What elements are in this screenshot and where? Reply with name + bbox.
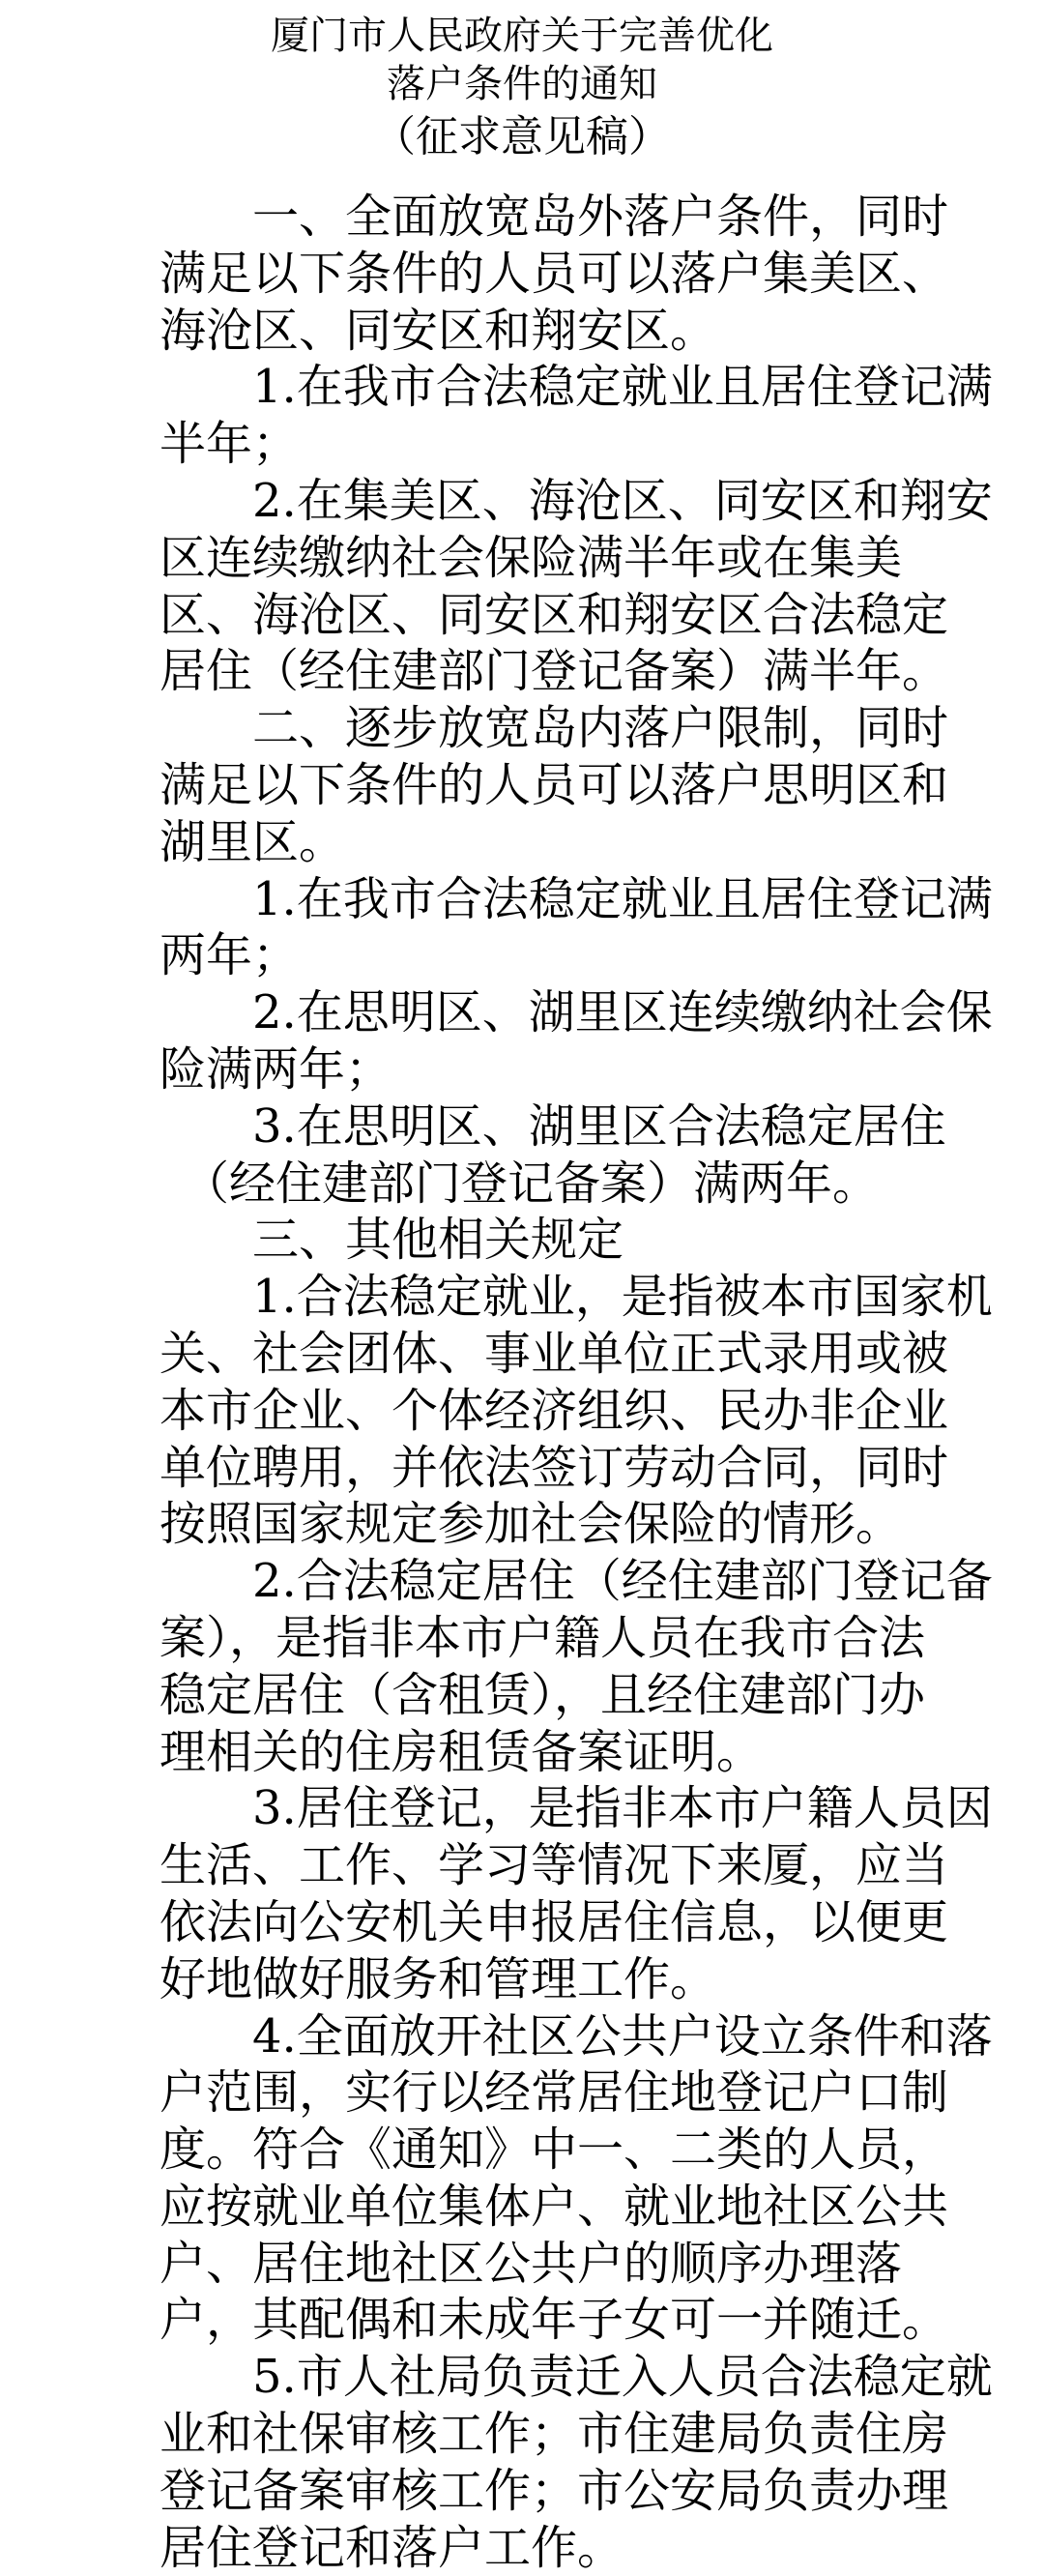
body-text-line: 按照国家规定参加社会保险的情形。: [160, 1497, 903, 1552]
body-text-line: 应按就业单位集体户、就业地社区公共: [160, 2179, 949, 2234]
body-text-line: 2.在思明区、湖里区连续缴纳社会保: [160, 985, 993, 1040]
title-line-2: 落户条件的通知: [387, 62, 657, 106]
body-text-line: 户，其配偶和未成年子女可一并随迁。: [160, 2293, 949, 2348]
body-text-line: （经住建部门登记备案）满两年。: [160, 1156, 880, 1211]
body-text-line: 单位聘用，并依法签订劳动合同，同时: [160, 1440, 949, 1495]
body-text-line: 户、居住地社区公共户的顺序办理落: [160, 2236, 903, 2291]
body-text-line: 登记备案审核工作；市公安局负责办理: [160, 2463, 949, 2518]
body-text-line: 1.在我市合法稳定就业且居住登记满: [160, 360, 993, 415]
body-text-line: 生活、工作、学习等情况下来厦，应当: [160, 1838, 949, 1893]
body-text-line: 5.市人社局负责迁入人员合法稳定就: [160, 2350, 993, 2405]
body-text-line: 户范围，实行以经常居住地登记户口制: [160, 2065, 949, 2121]
body-text-line: 1.合法稳定就业，是指被本市国家机: [160, 1270, 993, 1325]
body-text-line: 好地做好服务和管理工作。: [160, 1951, 717, 2006]
body-text-line: 海沧区、同安区和翔安区。: [160, 303, 717, 358]
body-text-line: 二、逐步放宽岛内落户限制，同时: [160, 701, 949, 756]
body-text-line: 2.在集美区、海沧区、同安区和翔安: [160, 473, 993, 528]
body-text-line: 3.居住登记，是指非本市户籍人员因: [160, 1781, 993, 1836]
body-text-line: 1.在我市合法稳定就业且居住登记满: [160, 871, 993, 926]
body-text-line: 稳定居住（含租赁），且经住建部门办: [160, 1667, 926, 1722]
body-text-line: 居住登记和落户工作。: [160, 2520, 624, 2575]
body-text-line: 三、其他相关规定: [160, 1213, 624, 1268]
body-text-line: 一、全面放宽岛外落户条件，同时: [160, 190, 949, 244]
body-text-line: 度。符合《通知》中一、二类的人员，: [160, 2122, 949, 2178]
body-text-line: 区连续缴纳社会保险满半年或在集美: [160, 530, 903, 585]
body-text-line: 3.在思明区、湖里区合法稳定居住: [160, 1098, 946, 1154]
body-text-line: 险满两年；: [160, 1041, 392, 1097]
body-text-line: 居住（经住建部门登记备案）满半年。: [160, 644, 949, 699]
body-text-line: 4.全面放开社区公共户设立条件和落: [160, 2008, 993, 2064]
body-text-line: 2.合法稳定居住（经住建部门登记备: [160, 1554, 993, 1609]
body-text-line: 满足以下条件的人员可以落户集美区、: [160, 246, 949, 301]
body-text-line: 湖里区。: [160, 814, 346, 869]
body-text-line: 半年；: [160, 417, 300, 472]
body-text-line: 业和社保审核工作；市住建局负责住房: [160, 2407, 949, 2462]
body-text-line: 本市企业、个体经济组织、民办非企业: [160, 1383, 949, 1438]
body-text-line: 依法向公安机关申报居住信息，以便更: [160, 1894, 949, 1949]
body-text-line: 两年；: [160, 928, 300, 983]
document-body: [160, 189, 993, 2576]
body-text-line: 区、海沧区、同安区和翔安区合法稳定: [160, 587, 949, 642]
body-text-line: 案），是指非本市户籍人员在我市合法: [160, 1610, 926, 1665]
title-line-1: 厦门市人民政府关于完善优化: [271, 14, 773, 58]
document-title: [0, 12, 1044, 166]
body-text-line: 理相关的住房租赁备案证明。: [160, 1724, 764, 1779]
draft-label: （征求意见稿）: [373, 112, 671, 161]
body-text-line: 满足以下条件的人员可以落户思明区和: [160, 757, 949, 812]
body-text-line: 关、社会团体、事业单位正式录用或被: [160, 1326, 949, 1381]
